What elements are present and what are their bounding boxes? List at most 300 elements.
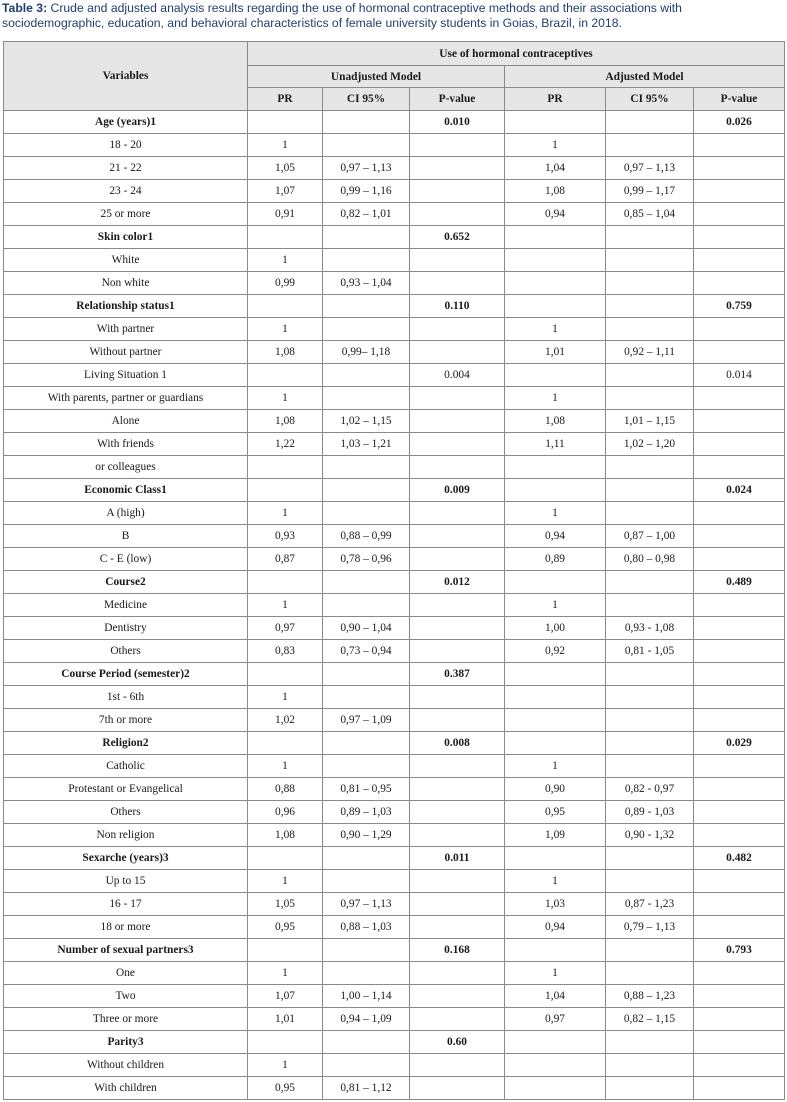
cell-pvalue-adjusted — [694, 249, 785, 272]
cell-pvalue-unadjusted: 0.012 — [410, 571, 505, 594]
cell-pr-adjusted: 1 — [505, 870, 606, 893]
cell-pr-adjusted — [505, 364, 606, 387]
cell-pvalue-unadjusted — [410, 410, 505, 433]
header-pvalue-adjusted: P-value — [694, 88, 785, 111]
cell-ci-adjusted — [606, 709, 694, 732]
cell-ci-unadjusted — [323, 594, 410, 617]
row-label: Course2 — [4, 571, 248, 594]
cell-ci-adjusted — [606, 226, 694, 249]
row-label: Others — [4, 801, 248, 824]
cell-ci-adjusted — [606, 295, 694, 318]
cell-pr-unadjusted: 1 — [248, 134, 323, 157]
cell-ci-unadjusted — [323, 755, 410, 778]
row-label: 7th or more — [4, 709, 248, 732]
cell-pr-unadjusted — [248, 111, 323, 134]
cell-pvalue-adjusted — [694, 525, 785, 548]
cell-ci-adjusted: 1,02 – 1,20 — [606, 433, 694, 456]
cell-pr-adjusted: 1,08 — [505, 410, 606, 433]
cell-ci-adjusted: 0,89 - 1,03 — [606, 801, 694, 824]
cell-pvalue-unadjusted — [410, 157, 505, 180]
cell-ci-adjusted — [606, 962, 694, 985]
table-row — [4, 916, 785, 939]
cell-ci-adjusted: 0,93 - 1,08 — [606, 617, 694, 640]
cell-pr-adjusted: 1,09 — [505, 824, 606, 847]
cell-pvalue-unadjusted — [410, 272, 505, 295]
table-row — [4, 778, 785, 801]
cell-pr-unadjusted: 1 — [248, 318, 323, 341]
cell-pvalue-adjusted: 0.489 — [694, 571, 785, 594]
row-label: 16 - 17 — [4, 893, 248, 916]
cell-ci-adjusted — [606, 364, 694, 387]
row-label: Parity3 — [4, 1031, 248, 1054]
cell-pr-adjusted — [505, 111, 606, 134]
cell-pr-adjusted — [505, 1077, 606, 1100]
header-pr-adjusted: PR — [505, 88, 606, 111]
cell-ci-adjusted — [606, 755, 694, 778]
cell-pvalue-adjusted — [694, 663, 785, 686]
cell-pvalue-adjusted — [694, 617, 785, 640]
cell-ci-unadjusted — [323, 249, 410, 272]
cell-pr-unadjusted: 0,95 — [248, 1077, 323, 1100]
cell-pvalue-adjusted — [694, 502, 785, 525]
cell-pr-adjusted — [505, 479, 606, 502]
cell-pr-adjusted: 1 — [505, 755, 606, 778]
table-row — [4, 203, 785, 226]
cell-pvalue-adjusted — [694, 893, 785, 916]
cell-pr-unadjusted: 1,08 — [248, 410, 323, 433]
cell-pvalue-adjusted — [694, 1077, 785, 1100]
cell-pvalue-adjusted — [694, 640, 785, 663]
cell-pvalue-unadjusted — [410, 318, 505, 341]
cell-pvalue-adjusted: 0.024 — [694, 479, 785, 502]
cell-pr-unadjusted: 0,99 — [248, 272, 323, 295]
cell-pvalue-unadjusted — [410, 594, 505, 617]
row-label: A (high) — [4, 502, 248, 525]
table-row — [4, 617, 785, 640]
cell-pr-unadjusted: 0,91 — [248, 203, 323, 226]
header-variables: Variables — [4, 42, 248, 111]
row-label: Skin color1 — [4, 226, 248, 249]
cell-pr-unadjusted: 1,02 — [248, 709, 323, 732]
row-label: 25 or more — [4, 203, 248, 226]
cell-pr-adjusted — [505, 686, 606, 709]
cell-pvalue-adjusted — [694, 341, 785, 364]
cell-pvalue-unadjusted — [410, 801, 505, 824]
table-row — [4, 870, 785, 893]
cell-pvalue-unadjusted — [410, 985, 505, 1008]
cell-pvalue-unadjusted — [410, 778, 505, 801]
cell-pvalue-unadjusted — [410, 456, 505, 479]
cell-ci-adjusted — [606, 686, 694, 709]
cell-ci-adjusted — [606, 272, 694, 295]
cell-pvalue-adjusted — [694, 824, 785, 847]
cell-pr-unadjusted: 1,05 — [248, 893, 323, 916]
cell-pr-adjusted: 1 — [505, 134, 606, 157]
cell-pr-adjusted: 1,11 — [505, 433, 606, 456]
cell-pr-adjusted — [505, 663, 606, 686]
cell-ci-adjusted — [606, 847, 694, 870]
cell-ci-adjusted — [606, 249, 694, 272]
cell-ci-unadjusted — [323, 732, 410, 755]
cell-ci-unadjusted: 1,00 – 1,14 — [323, 985, 410, 1008]
header-pr-unadjusted: PR — [248, 88, 323, 111]
header-unadjusted-model: Unadjusted Model — [248, 66, 505, 88]
cell-ci-unadjusted: 0,73 – 0,94 — [323, 640, 410, 663]
cell-ci-unadjusted — [323, 847, 410, 870]
cell-ci-unadjusted — [323, 364, 410, 387]
table-row — [4, 318, 785, 341]
cell-pvalue-unadjusted — [410, 709, 505, 732]
cell-ci-unadjusted: 0,89 – 1,03 — [323, 801, 410, 824]
cell-pr-adjusted: 1,04 — [505, 157, 606, 180]
table-row — [4, 157, 785, 180]
table-row — [4, 364, 785, 387]
cell-ci-adjusted: 1,01 – 1,15 — [606, 410, 694, 433]
cell-pvalue-adjusted: 0.793 — [694, 939, 785, 962]
cell-pvalue-adjusted — [694, 916, 785, 939]
cell-pr-adjusted — [505, 1031, 606, 1054]
cell-pvalue-unadjusted: 0.010 — [410, 111, 505, 134]
cell-pvalue-unadjusted: 0.652 — [410, 226, 505, 249]
cell-pr-unadjusted: 0,97 — [248, 617, 323, 640]
cell-ci-unadjusted: 0,94 – 1,09 — [323, 1008, 410, 1031]
table-row-variable-group — [4, 295, 785, 318]
cell-pvalue-adjusted — [694, 387, 785, 410]
cell-ci-unadjusted — [323, 686, 410, 709]
cell-pvalue-unadjusted — [410, 640, 505, 663]
row-label: Living Situation 1 — [4, 364, 248, 387]
cell-pvalue-unadjusted: 0.387 — [410, 663, 505, 686]
cell-pvalue-adjusted — [694, 594, 785, 617]
cell-pvalue-unadjusted: 0.009 — [410, 479, 505, 502]
row-label: Non white — [4, 272, 248, 295]
cell-pr-unadjusted: 1 — [248, 387, 323, 410]
cell-pvalue-unadjusted — [410, 341, 505, 364]
cell-ci-adjusted — [606, 594, 694, 617]
cell-pvalue-unadjusted — [410, 1008, 505, 1031]
row-label: C - E (low) — [4, 548, 248, 571]
table-row — [4, 410, 785, 433]
cell-pvalue-adjusted — [694, 1031, 785, 1054]
cell-pvalue-adjusted: 0.026 — [694, 111, 785, 134]
cell-pvalue-unadjusted — [410, 249, 505, 272]
cell-pr-adjusted: 1 — [505, 594, 606, 617]
cell-pvalue-unadjusted — [410, 502, 505, 525]
cell-pvalue-unadjusted: 0.008 — [410, 732, 505, 755]
cell-pr-unadjusted: 1 — [248, 962, 323, 985]
cell-pvalue-adjusted: 0.759 — [694, 295, 785, 318]
cell-pvalue-adjusted — [694, 686, 785, 709]
cell-pr-adjusted: 0,90 — [505, 778, 606, 801]
cell-pr-unadjusted: 1 — [248, 249, 323, 272]
cell-pvalue-unadjusted — [410, 1054, 505, 1077]
cell-pr-unadjusted: 1,08 — [248, 341, 323, 364]
cell-pr-unadjusted: 0,96 — [248, 801, 323, 824]
table-caption — [2, 1, 787, 31]
cell-pr-adjusted: 1 — [505, 962, 606, 985]
row-label: Medicine — [4, 594, 248, 617]
cell-pr-unadjusted: 1,05 — [248, 157, 323, 180]
cell-pr-adjusted: 1 — [505, 502, 606, 525]
row-label: White — [4, 249, 248, 272]
cell-pvalue-adjusted — [694, 1008, 785, 1031]
row-label: One — [4, 962, 248, 985]
cell-pr-unadjusted: 1,01 — [248, 1008, 323, 1031]
table-row — [4, 709, 785, 732]
cell-ci-unadjusted — [323, 295, 410, 318]
cell-pvalue-unadjusted — [410, 134, 505, 157]
cell-ci-adjusted: 0,82 – 1,15 — [606, 1008, 694, 1031]
row-label: Protestant or Evangelical — [4, 778, 248, 801]
cell-pvalue-adjusted — [694, 410, 785, 433]
table-caption-label: Table 3: — [2, 1, 48, 15]
header-adjusted-model: Adjusted Model — [505, 66, 785, 88]
cell-pr-unadjusted: 1,08 — [248, 824, 323, 847]
cell-pr-unadjusted: 1 — [248, 502, 323, 525]
cell-pvalue-adjusted — [694, 203, 785, 226]
cell-pvalue-unadjusted — [410, 548, 505, 571]
table-row — [4, 801, 785, 824]
table-row — [4, 824, 785, 847]
row-label: 18 - 20 — [4, 134, 248, 157]
cell-ci-unadjusted: 0,97 – 1,13 — [323, 157, 410, 180]
cell-ci-adjusted — [606, 1077, 694, 1100]
cell-ci-adjusted: 0,85 – 1,04 — [606, 203, 694, 226]
row-label: Without partner — [4, 341, 248, 364]
cell-ci-unadjusted: 0,93 – 1,04 — [323, 272, 410, 295]
cell-ci-unadjusted: 0,90 – 1,29 — [323, 824, 410, 847]
row-label: Sexarche (years)3 — [4, 847, 248, 870]
cell-ci-adjusted: 0,99 – 1,17 — [606, 180, 694, 203]
cell-pvalue-unadjusted: 0.168 — [410, 939, 505, 962]
row-label: With friends — [4, 433, 248, 456]
cell-pr-adjusted: 0,92 — [505, 640, 606, 663]
cell-pr-adjusted — [505, 249, 606, 272]
row-label: Age (years)1 — [4, 111, 248, 134]
header-row-group — [4, 42, 785, 66]
table-row-variable-group — [4, 479, 785, 502]
cell-ci-adjusted: 0,90 - 1,32 — [606, 824, 694, 847]
cell-ci-unadjusted: 0,99– 1,18 — [323, 341, 410, 364]
cell-ci-unadjusted — [323, 479, 410, 502]
cell-ci-unadjusted — [323, 111, 410, 134]
row-label: Alone — [4, 410, 248, 433]
cell-pvalue-unadjusted — [410, 893, 505, 916]
row-label: or colleagues — [4, 456, 248, 479]
cell-ci-unadjusted: 0,97 – 1,09 — [323, 709, 410, 732]
table-row-variable-group — [4, 571, 785, 594]
table-row-variable-group — [4, 847, 785, 870]
cell-ci-adjusted: 0,81 - 1,05 — [606, 640, 694, 663]
cell-pvalue-adjusted: 0.029 — [694, 732, 785, 755]
cell-ci-adjusted — [606, 111, 694, 134]
cell-ci-adjusted — [606, 479, 694, 502]
cell-ci-adjusted: 0,79 – 1,13 — [606, 916, 694, 939]
cell-pvalue-unadjusted — [410, 387, 505, 410]
table-row-variable-group — [4, 111, 785, 134]
cell-ci-unadjusted — [323, 663, 410, 686]
table-row — [4, 502, 785, 525]
header-pvalue-unadjusted: P-value — [410, 88, 505, 111]
cell-ci-unadjusted — [323, 571, 410, 594]
cell-ci-adjusted — [606, 134, 694, 157]
table-row-variable-group — [4, 732, 785, 755]
cell-pr-adjusted — [505, 226, 606, 249]
cell-pr-unadjusted: 0,95 — [248, 916, 323, 939]
cell-pr-unadjusted: 1,07 — [248, 985, 323, 1008]
row-label: Religion2 — [4, 732, 248, 755]
row-label: B — [4, 525, 248, 548]
cell-pvalue-unadjusted — [410, 686, 505, 709]
cell-pr-adjusted: 1 — [505, 318, 606, 341]
table-row — [4, 962, 785, 985]
table-row — [4, 1077, 785, 1100]
cell-pr-unadjusted — [248, 364, 323, 387]
cell-pvalue-unadjusted — [410, 525, 505, 548]
cell-pr-unadjusted: 0,83 — [248, 640, 323, 663]
cell-ci-unadjusted — [323, 387, 410, 410]
cell-pr-adjusted: 1,01 — [505, 341, 606, 364]
table-row — [4, 893, 785, 916]
cell-pr-unadjusted — [248, 226, 323, 249]
cell-pr-adjusted — [505, 272, 606, 295]
cell-ci-unadjusted: 1,02 – 1,15 — [323, 410, 410, 433]
cell-pr-unadjusted: 0,88 — [248, 778, 323, 801]
cell-ci-unadjusted — [323, 962, 410, 985]
row-label: Three or more — [4, 1008, 248, 1031]
cell-ci-unadjusted — [323, 1031, 410, 1054]
cell-pr-adjusted — [505, 709, 606, 732]
row-label: Others — [4, 640, 248, 663]
cell-pr-adjusted: 0,94 — [505, 203, 606, 226]
cell-ci-adjusted — [606, 732, 694, 755]
cell-pr-unadjusted — [248, 847, 323, 870]
cell-pvalue-unadjusted: 0.60 — [410, 1031, 505, 1054]
cell-ci-unadjusted: 1,03 – 1,21 — [323, 433, 410, 456]
cell-pr-unadjusted — [248, 732, 323, 755]
cell-ci-adjusted — [606, 939, 694, 962]
cell-pvalue-adjusted — [694, 180, 785, 203]
row-label: Catholic — [4, 755, 248, 778]
cell-pvalue-adjusted — [694, 870, 785, 893]
cell-pvalue-unadjusted — [410, 916, 505, 939]
table-row — [4, 640, 785, 663]
cell-pr-adjusted: 1,08 — [505, 180, 606, 203]
cell-pr-adjusted — [505, 847, 606, 870]
table-row — [4, 180, 785, 203]
cell-pvalue-adjusted: 0.482 — [694, 847, 785, 870]
cell-pvalue-adjusted — [694, 456, 785, 479]
cell-pvalue-adjusted — [694, 985, 785, 1008]
results-table — [3, 41, 785, 1100]
row-label: Course Period (semester)2 — [4, 663, 248, 686]
cell-ci-unadjusted — [323, 1054, 410, 1077]
cell-pvalue-unadjusted — [410, 824, 505, 847]
cell-ci-adjusted: 0,82 - 0,97 — [606, 778, 694, 801]
row-label: 21 - 22 — [4, 157, 248, 180]
cell-pvalue-adjusted — [694, 801, 785, 824]
cell-pvalue-adjusted — [694, 548, 785, 571]
cell-pvalue-adjusted: 0.014 — [694, 364, 785, 387]
cell-pr-adjusted — [505, 732, 606, 755]
table-row — [4, 249, 785, 272]
cell-pr-unadjusted — [248, 939, 323, 962]
cell-pr-adjusted: 0,94 — [505, 525, 606, 548]
cell-pvalue-unadjusted — [410, 870, 505, 893]
table-row — [4, 272, 785, 295]
cell-pr-adjusted: 1,03 — [505, 893, 606, 916]
table-row — [4, 686, 785, 709]
table-caption-text: Crude and adjusted analysis results regarding the use of hormonal contraceptive methods and their associations with sociodemographic, education, and behavioral characteristics of female university students in Goias, Brazil, in 2018. — [2, 1, 682, 30]
cell-ci-unadjusted: 0,97 – 1,13 — [323, 893, 410, 916]
cell-ci-adjusted: 0,97 – 1,13 — [606, 157, 694, 180]
cell-pvalue-adjusted — [694, 962, 785, 985]
table-row — [4, 456, 785, 479]
cell-ci-adjusted: 0,87 - 1,23 — [606, 893, 694, 916]
cell-pvalue-unadjusted — [410, 617, 505, 640]
row-label: With parents, partner or guardians — [4, 387, 248, 410]
cell-pr-adjusted: 0,94 — [505, 916, 606, 939]
cell-ci-unadjusted — [323, 318, 410, 341]
row-label: Relationship status1 — [4, 295, 248, 318]
cell-ci-adjusted — [606, 387, 694, 410]
cell-ci-unadjusted: 0,88 – 0,99 — [323, 525, 410, 548]
cell-ci-unadjusted: 0,82 – 1,01 — [323, 203, 410, 226]
table-row-variable-group — [4, 663, 785, 686]
cell-pr-adjusted: 0,89 — [505, 548, 606, 571]
row-label: Without children — [4, 1054, 248, 1077]
cell-pr-unadjusted — [248, 456, 323, 479]
cell-pvalue-unadjusted — [410, 962, 505, 985]
cell-ci-unadjusted: 0,88 – 1,03 — [323, 916, 410, 939]
cell-ci-adjusted — [606, 502, 694, 525]
cell-pr-adjusted — [505, 571, 606, 594]
table-row — [4, 387, 785, 410]
cell-ci-unadjusted: 0,90 – 1,04 — [323, 617, 410, 640]
cell-pvalue-adjusted — [694, 134, 785, 157]
cell-ci-adjusted: 0,88 – 1,23 — [606, 985, 694, 1008]
cell-pvalue-adjusted — [694, 433, 785, 456]
cell-pr-unadjusted — [248, 479, 323, 502]
cell-pvalue-unadjusted — [410, 1077, 505, 1100]
cell-pr-unadjusted: 1,07 — [248, 180, 323, 203]
cell-ci-adjusted: 0,87 – 1,00 — [606, 525, 694, 548]
table-row — [4, 433, 785, 456]
cell-pvalue-unadjusted — [410, 203, 505, 226]
row-label: Up to 15 — [4, 870, 248, 893]
cell-pvalue-unadjusted: 0.011 — [410, 847, 505, 870]
cell-pr-unadjusted — [248, 1031, 323, 1054]
cell-pvalue-adjusted — [694, 1054, 785, 1077]
row-label: Economic Class1 — [4, 479, 248, 502]
cell-ci-adjusted — [606, 571, 694, 594]
cell-pr-unadjusted: 1 — [248, 1054, 323, 1077]
row-label: 18 or more — [4, 916, 248, 939]
cell-pvalue-adjusted — [694, 778, 785, 801]
cell-pvalue-unadjusted — [410, 755, 505, 778]
header-ci-unadjusted: CI 95% — [323, 88, 410, 111]
cell-ci-unadjusted — [323, 502, 410, 525]
cell-ci-unadjusted: 0,81 – 1,12 — [323, 1077, 410, 1100]
cell-pvalue-adjusted — [694, 157, 785, 180]
cell-pr-unadjusted: 1,22 — [248, 433, 323, 456]
table-row — [4, 548, 785, 571]
cell-pr-adjusted — [505, 295, 606, 318]
cell-ci-adjusted — [606, 870, 694, 893]
cell-pr-unadjusted: 1 — [248, 594, 323, 617]
table-row — [4, 1054, 785, 1077]
table-row — [4, 525, 785, 548]
